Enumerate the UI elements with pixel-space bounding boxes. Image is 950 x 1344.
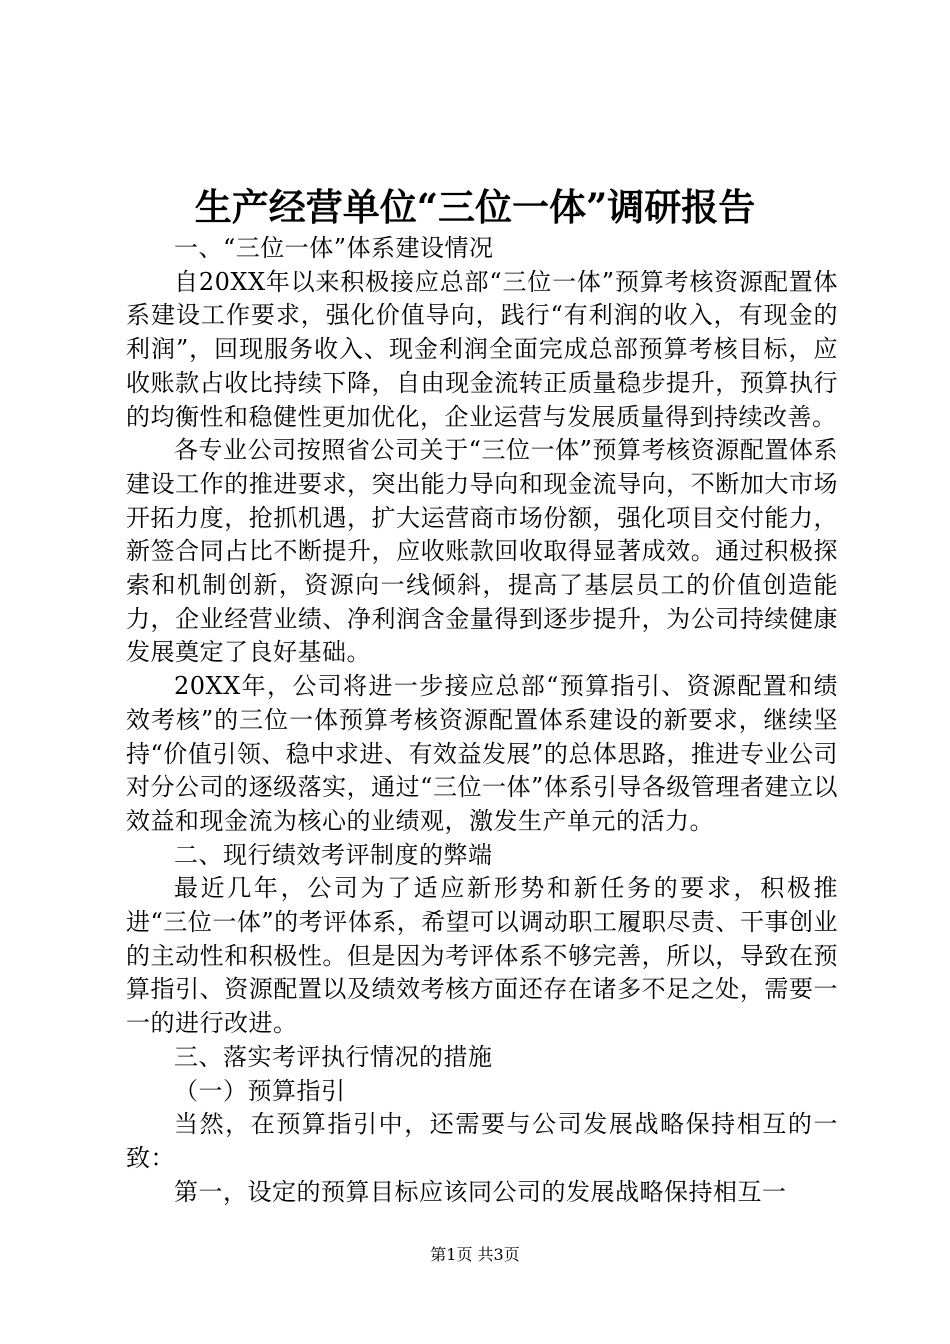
section-heading: 二、现行绩效考评制度的弊端 (174, 840, 493, 869)
section-heading: 三、落实考评执行情况的措施 (174, 1042, 493, 1071)
paragraph: 各专业公司按照省公司关于“三位一体”预算考核资源配置体系建设工作的推进要求，突出能力导向和现金流导向，不断加大市场开拓力度，抢抓机遇，扩大运营商市场份额，强化项目交付能力，新签合同占比不断提升，应收账款回收取得显著成效。通过积极探索和机制创新，资源向一线倾斜，提高了基层员工的价值创造能力，企业经营业绩、净利润含金量得到逐步提升，为公司持续健康发展奠定了良好基础。 (126, 436, 838, 667)
paragraph: 当然，在预算指引中，还需要与公司发展战略保持相互的一致： (126, 1110, 838, 1172)
paragraph: 自20XX年以来积极接应总部“三位一体”预算考核资源配置体系建设工作要求，强化价值导向，践行“有利润的收入，有现金的利润”，回现服务收入、现金利润全面完成总部预算考核目标，应收账款占收比持续下降，自由现金流转正质量稳步提升，预算执行的均衡性和稳健性更加优化，企业运营与发展质量得到持续改善。 (126, 267, 838, 431)
page-footer: 第1页 共3页 (430, 1245, 520, 1264)
section-heading: 一、“三位一体”体系建设情况 (174, 234, 494, 262)
document-body (126, 232, 838, 1209)
paragraph: 20XX年，公司将进一步接应总部“预算指引、资源配置和绩效考核”的三位一体预算考核资源配置体系建设的新要求，继续坚持“价值引领、稳中求进、有效益发展”的总体思路，推进专业公司对分公司的逐级落实，通过“三位一体”体系引导各级管理者建立以效益和现金流为核心的业绩观，激发生产单元的活力。 (126, 672, 838, 835)
paragraph: 最近几年，公司为了适应新形势和新任务的要求，积极推进“三位一体”的考评体系，希望可以调动职工履职尽责、干事创业的主动性和积极性。但是因为考评体系不够完善，所以，导致在预算指引、资源配置以及绩效考核方面还存在诸多不足之处，需要一一的进行改进。 (126, 874, 838, 1038)
page-title: 生产经营单位“三位一体”调研报告 (194, 185, 756, 229)
subsection-heading: （一）预算指引 (174, 1076, 346, 1105)
paragraph: 第一，设定的预算目标应该同公司的发展战略保持相互一 (174, 1177, 787, 1206)
